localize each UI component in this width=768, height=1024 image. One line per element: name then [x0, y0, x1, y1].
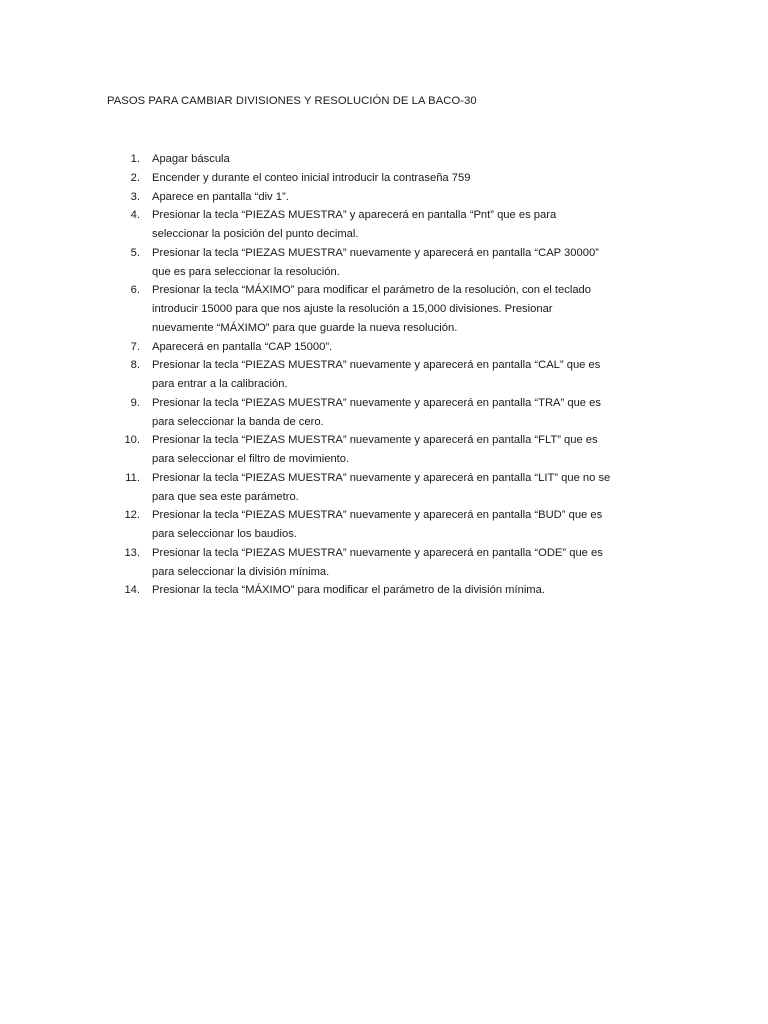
step-item [0, 338, 768, 357]
step-text [152, 356, 660, 394]
step-number: 3. [130, 190, 140, 203]
step-text-line: Presionar la tecla “PIEZAS MUESTRA” nuevamente y aparecerá en pantalla “CAL” que es [152, 359, 601, 372]
step-text-line: para entrar a la calibración. [152, 378, 288, 390]
step-text-line: Aparece en pantalla “div 1”. [152, 190, 289, 203]
step-item [0, 581, 768, 600]
step-text [152, 169, 660, 188]
step-number: 1. [130, 153, 140, 165]
step-text [152, 506, 660, 544]
step-text [152, 431, 660, 469]
step-item [0, 206, 768, 244]
step-text-line: para seleccionar los baudios. [152, 528, 297, 540]
step-number: 4. [130, 209, 140, 222]
step-text-line: para que sea este parámetro. [152, 490, 299, 503]
step-text [152, 394, 660, 432]
step-item [0, 431, 768, 469]
step-text-line: Aparecerá en pantalla “CAP 15000”. [152, 340, 333, 353]
step-text [152, 150, 660, 169]
steps-list [0, 150, 768, 600]
step-text-line: Apagar báscula [152, 153, 230, 165]
step-item [0, 469, 768, 507]
step-number: 12. [124, 509, 140, 522]
step-text-line: introducir 15000 para que nos ajuste la resolución a 15,000 divisiones. Presionar [152, 303, 553, 315]
step-item [0, 356, 768, 394]
step-text-line: Presionar la tecla “PIEZAS MUESTRA” nuevamente y aparecerá en pantalla “TRA” que es [152, 396, 601, 409]
step-number: 2. [130, 171, 140, 184]
step-item [0, 394, 768, 432]
step-item [0, 244, 768, 282]
step-text-line: seleccionar la posición del punto decimal. [152, 228, 359, 240]
step-text [152, 581, 660, 600]
step-text-line: Presionar la tecla “PIEZAS MUESTRA” nuevamente y aparecerá en pantalla “CAP 30000” [152, 246, 599, 259]
step-item [0, 188, 768, 207]
step-text-line: Presionar la tecla “MÁXIMO” para modificar el parámetro de la división mínima. [152, 584, 545, 597]
step-text-line: Presionar la tecla “PIEZAS MUESTRA” nuevamente y aparecerá en pantalla “ODE” que es [152, 546, 603, 559]
step-number: 14. [124, 584, 140, 597]
step-text-line: Presionar la tecla “PIEZAS MUESTRA” nuevamente y aparecerá en pantalla “BUD” que es [152, 509, 603, 522]
step-text [152, 188, 660, 207]
step-text [152, 338, 660, 357]
step-text-line: Presionar la tecla “MÁXIMO” para modificar el parámetro de la resolución, con el teclado [152, 284, 591, 297]
step-text-line: Encender y durante el conteo inicial introducir la contraseña 759 [152, 171, 471, 184]
step-text [152, 206, 660, 244]
step-text-line: que es para seleccionar la resolución. [152, 265, 340, 278]
step-text [152, 244, 660, 282]
step-text-line: para seleccionar el filtro de movimiento. [152, 453, 350, 465]
step-text-line: nuevamente “MÁXIMO” para que guarde la nueva resolución. [152, 321, 458, 334]
step-number: 10. [124, 434, 140, 447]
step-text [152, 281, 660, 337]
step-text [152, 544, 660, 582]
step-text-line: Presionar la tecla “PIEZAS MUESTRA” nuevamente y aparecerá en pantalla “LIT” que no se [152, 471, 611, 484]
step-number: 7. [130, 340, 140, 353]
step-text-line: para seleccionar la división mínima. [152, 565, 330, 578]
step-number: 13. [124, 546, 140, 559]
step-text-line: Presionar la tecla “PIEZAS MUESTRA” nuevamente y aparecerá en pantalla “FLT” que es [152, 434, 598, 447]
step-item [0, 506, 768, 544]
step-number: 11. [125, 471, 140, 484]
step-number: 8. [130, 359, 140, 372]
step-item [0, 169, 768, 188]
step-number: 5. [130, 246, 140, 259]
step-text-line: para seleccionar la banda de cero. [152, 415, 324, 428]
step-number: 9. [130, 396, 140, 409]
step-item [0, 281, 768, 337]
step-item [0, 544, 768, 582]
step-number: 6. [130, 284, 140, 297]
step-text [152, 469, 660, 507]
document-title: PASOS PARA CAMBIAR DIVISIONES Y RESOLUCIÓN DE LA BACO-30 [107, 95, 477, 107]
step-text-line: Presionar la tecla “PIEZAS MUESTRA” y aparecerá en pantalla “Pnt” que es para [152, 209, 557, 222]
step-item [0, 150, 768, 169]
